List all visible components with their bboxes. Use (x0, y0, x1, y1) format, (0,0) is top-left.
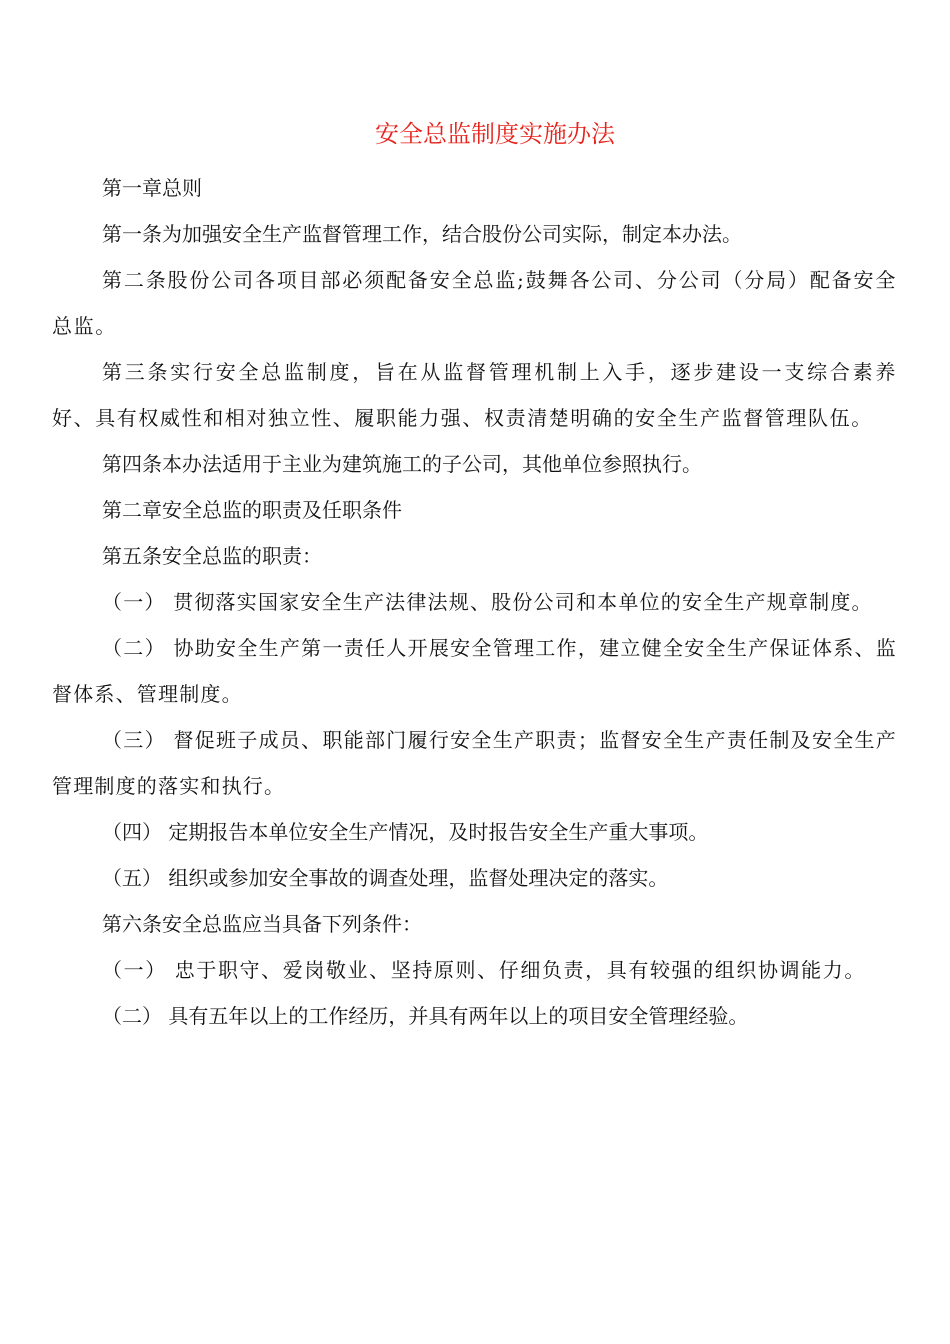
chapter-heading: 第二章安全总监的职责及任职条件 (102, 498, 402, 522)
chapter-heading: 第一章总则 (102, 176, 202, 200)
list-item: （二） 具有五年以上的工作经历，并具有两年以上的项目安全管理经验。 (102, 1004, 749, 1028)
list-item: （四） 定期报告本单位安全生产情况，及时报告安全生产重大事项。 (102, 820, 709, 844)
list-item: （三） 督促班子成员、职能部门履行安全生产职责；监督安全生产责任制及安全生产管理制度的落实和执行。 (52, 728, 897, 798)
paragraph: 第三条实行安全总监制度，旨在从监督管理机制上入手，逐步建设一支综合素养好、具有权威性和相对独立性、履职能力强、权责清楚明确的安全生产监督管理队伍。 (52, 360, 897, 430)
list-item: （五） 组织或参加安全事故的调查处理，监督处理决定的落实。 (102, 866, 669, 890)
paragraph: 第四条本办法适用于主业为建筑施工的子公司，其他单位参照执行。 (102, 452, 702, 476)
paragraph: 第五条安全总监的职责： (102, 544, 322, 568)
list-item: （二） 协助安全生产第一责任人开展安全管理工作，建立健全安全生产保证体系、监督体系、管理制度。 (52, 636, 897, 706)
paragraph: 第二条股份公司各项目部必须配备安全总监;鼓舞各公司、分公司（分局）配备安全总监。 (52, 268, 897, 338)
list-item: （一） 贯彻落实国家安全生产法律法规、股份公司和本单位的安全生产规章制度。 (102, 590, 873, 614)
paragraph: 第一条为加强安全生产监督管理工作，结合股份公司实际，制定本办法。 (102, 222, 742, 246)
list-item: （一） 忠于职守、爱岗敬业、坚持原则、仔细负责，具有较强的组织协调能力。 (102, 958, 866, 982)
document-title: 安全总监制度实施办法 (375, 120, 615, 148)
document-body (52, 165, 897, 1039)
paragraph: 第六条安全总监应当具备下列条件： (102, 912, 422, 936)
